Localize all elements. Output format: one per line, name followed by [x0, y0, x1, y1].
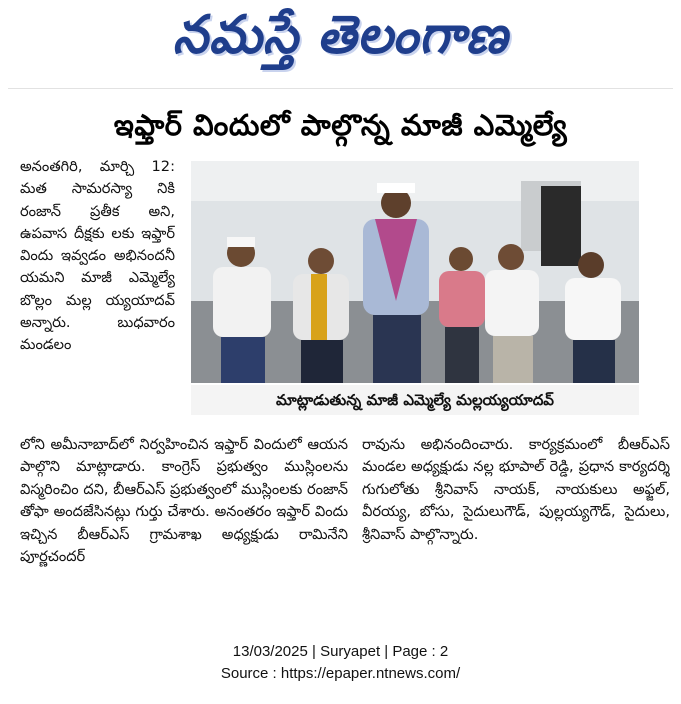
- edition-dateline: 13/03/2025 | Suryapet | Page : 2: [232, 643, 449, 660]
- source-link[interactable]: Source : https://epaper.ntnews.com/: [220, 665, 461, 682]
- article-body-right-column: [362, 434, 670, 546]
- article-photo: [191, 161, 639, 383]
- article-body-right-text: రావును అభినందించారు. కార్యక్రమంలో బీఆర్ఎస్ మండల అధ్యక్షుడు నల్ల భూపాల్ రెడ్డి, ప్రధాన కార్యదర్శి గుగులోతు శ్రీనివాస్ నాయక్, నాయకులు అఫ్జల్, వీరయ్య, బోసు, సైదులుగౌడ్, పుల్లయ్యగౌడ్, సైదులు, శ్రీనివాస్ పాల్గొన్నారు.: [362, 436, 670, 543]
- masthead-divider: [8, 88, 673, 89]
- photo-caption: మాట్లాడుతున్న మాజీ ఎమ్మెల్యే మల్లయ్యయాదవ్: [191, 385, 639, 415]
- article-lead-text: అనంతగిరి, మార్చి 12: మత సామరస్యా నికి రంజాన్ ప్రతీక అని, ఉపవాస దీక్షకు లకు ఇఫ్తార్ విందు ఇవ్వడం అభినందనీ యమని మాజీ ఎమ్మెల్యే బొల్లం మల్ల య్యయాదవ్ అన్నారు. బుధవారం మండలం: [20, 158, 175, 354]
- article-headline: ఇఫ్తార్ విందులో పాల్గొన్న మాజీ ఎమ్మెల్యే: [113, 108, 568, 142]
- article-lead-column: [20, 156, 175, 357]
- photo-illustration: [191, 161, 639, 383]
- newspaper-logo: నమస్తే తెలంగాణ: [172, 4, 509, 66]
- article-body-left-text: లోని అమీనాబాద్‌లో నిర్వహించిన ఇఫ్తార్ విందులో ఆయన పాల్గొని మాట్లాడారు. కాంగ్రెస్ ప్రభుత్వం ముస్లింలను విస్మరించిం దని, బీఆర్ఎస్ ప్రభుత్వంలో ముస్లింలకు రంజాన్ తోఫా అందజేసినట్లు గుర్తు చేశారు. అనంతరం ఇఫ్తార్ విందు ఇచ్చిన బీఆర్ఎస్ గ్రామశాఖ అధ్యక్షుడు రామినేని పూర్ణచందర్: [20, 436, 348, 566]
- article-body-left-column: [20, 434, 348, 568]
- masthead: [0, 0, 681, 88]
